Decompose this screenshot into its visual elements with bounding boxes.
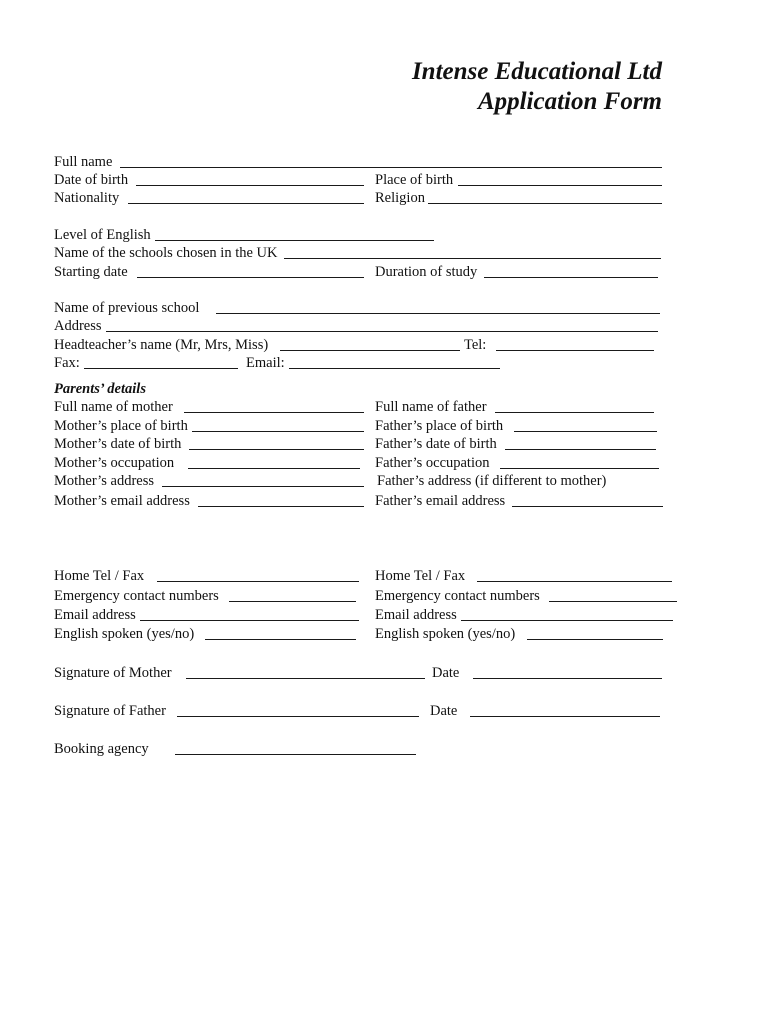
starting-date-label: Starting date [54,264,128,280]
address-field[interactable] [106,331,658,332]
email-label: Email: [246,355,285,371]
father-date-of-birth-label: Father’s date of birth [375,436,497,452]
place-of-birth-label: Place of birth [375,172,454,188]
mother-place-of-birth-field[interactable] [192,431,364,432]
mother-home-tel-label: Home Tel / Fax [54,568,145,584]
father-address-label: Father’s address (if different to mother) [377,473,607,489]
mother-date-field[interactable] [473,678,662,679]
father-english-field[interactable] [527,639,663,640]
place-of-birth-field[interactable] [458,185,662,186]
mother-email-address-label: Email address [54,607,136,623]
mother-full-name-field[interactable] [184,412,364,413]
booking-agency-field[interactable] [175,754,416,755]
mother-home-tel-field[interactable] [157,581,359,582]
mother-occupation-field[interactable] [188,468,360,469]
schools-chosen-field[interactable] [284,258,661,259]
starting-date-field[interactable] [137,277,364,278]
fax-field[interactable] [84,368,238,369]
fax-label: Fax: [54,355,80,371]
father-full-name-field[interactable] [495,412,654,413]
father-emergency-field[interactable] [549,601,677,602]
duration-of-study-field[interactable] [484,277,658,278]
mother-emergency-field[interactable] [229,601,356,602]
nationality-label: Nationality [54,190,120,206]
mother-address-label: Mother’s address [54,473,155,489]
mother-emergency-label: Emergency contact numbers [54,588,219,604]
date-of-birth-field[interactable] [136,185,364,186]
mother-english-label: English spoken (yes/no) [54,626,195,642]
father-email-field[interactable] [512,506,663,507]
signature-father-label: Signature of Father [54,703,166,719]
father-email-address-label: Email address [375,607,457,623]
level-of-english-label: Level of English [54,227,151,243]
mother-date-of-birth-field[interactable] [189,449,364,450]
mother-address-field[interactable] [162,486,364,487]
father-occupation-label: Father’s occupation [375,455,490,471]
level-of-english-field[interactable] [155,240,434,241]
father-date-of-birth-field[interactable] [505,449,656,450]
mother-place-of-birth-label: Mother’s place of birth [54,418,188,434]
mother-email-field[interactable] [198,506,364,507]
parents-details-heading: Parents’ details [54,381,146,397]
father-email-label: Father’s email address [375,493,506,509]
father-date-field[interactable] [470,716,660,717]
father-occupation-field[interactable] [500,468,659,469]
email-field[interactable] [289,368,500,369]
father-home-tel-field[interactable] [477,581,672,582]
signature-mother-field[interactable] [186,678,425,679]
booking-agency-label: Booking agency [54,741,149,757]
full-name-field[interactable] [120,167,662,168]
father-date-label: Date [430,703,458,719]
headteacher-field[interactable] [280,350,460,351]
date-of-birth-label: Date of birth [54,172,129,188]
company-name: Intense Educational Ltd [411,58,662,85]
religion-label: Religion [375,190,425,206]
previous-school-label: Name of previous school [54,300,200,316]
form-title: Application Form [477,88,662,115]
full-name-label: Full name [54,154,113,170]
mother-date-label: Date [432,665,460,681]
mother-email-address-field[interactable] [140,620,359,621]
mother-date-of-birth-label: Mother’s date of birth [54,436,182,452]
father-english-label: English spoken (yes/no) [375,626,516,642]
father-email-address-field[interactable] [461,620,673,621]
duration-of-study-label: Duration of study [375,264,478,280]
signature-father-field[interactable] [177,716,419,717]
mother-full-name-label: Full name of mother [54,399,173,415]
tel-label: Tel: [464,337,487,353]
mother-email-label: Mother’s email address [54,493,190,509]
father-place-of-birth-field[interactable] [514,431,657,432]
headteacher-label: Headteacher’s name (Mr, Mrs, Miss) [54,337,269,353]
father-full-name-label: Full name of father [375,399,487,415]
signature-mother-label: Signature of Mother [54,665,172,681]
religion-field[interactable] [428,203,662,204]
mother-occupation-label: Mother’s occupation [54,455,175,471]
father-home-tel-label: Home Tel / Fax [375,568,466,584]
previous-school-field[interactable] [216,313,660,314]
address-label: Address [54,318,102,334]
father-emergency-label: Emergency contact numbers [375,588,540,604]
father-place-of-birth-label: Father’s place of birth [375,418,504,434]
nationality-field[interactable] [128,203,364,204]
mother-english-field[interactable] [205,639,356,640]
schools-chosen-label: Name of the schools chosen in the UK [54,245,278,261]
tel-field[interactable] [496,350,654,351]
